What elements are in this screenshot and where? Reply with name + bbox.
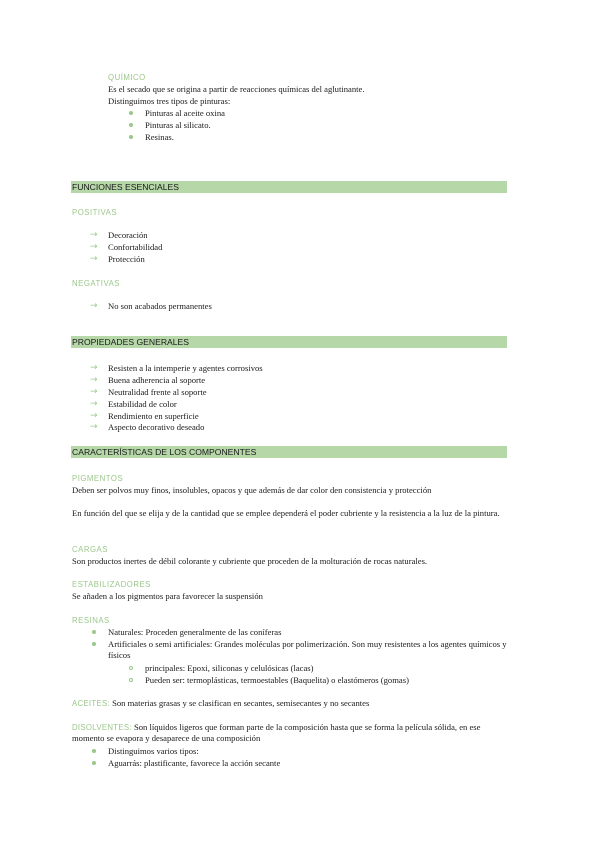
positivas-item: Confortabilidad: [108, 242, 163, 252]
quimico-item: Pinturas al silicato.: [145, 120, 211, 130]
propiedades-item: Buena adherencia al soporte: [108, 375, 206, 385]
pigmentos-heading: PIGMENTOS: [72, 474, 124, 483]
negativas-heading: NEGATIVAS: [72, 279, 120, 288]
section-title: FUNCIONES ESENCIALES: [72, 182, 179, 192]
arrow-right-icon: →: [90, 254, 98, 264]
propiedades-item: Aspecto decorativo deseado: [108, 422, 205, 432]
arrow-right-icon: →: [90, 387, 98, 397]
section-title: PROPIEDADES GENERALES: [72, 337, 190, 347]
resinas-item: Artificiales o semi artificiales: Grandes moléculas por polimerización. Son muy resistentes a los agentes químicos y físicos: [108, 639, 507, 660]
bullet-icon: [92, 642, 96, 646]
propiedades-item: Estabilidad de color: [108, 399, 177, 409]
quimico-line2: Distinguimos tres tipos de pinturas:: [108, 96, 231, 106]
disolventes-text: Son líquidos ligeros que forman parte de la composición hasta que se forma la película sólida, en ese momento se evapora y desaparece de una composición: [72, 722, 481, 743]
quimico-line1: Es el secado que se origina a partir de reacciones químicas del aglutinante.: [108, 84, 365, 94]
section-band-propiedades: [71, 336, 507, 348]
positivas-heading: POSITIVAS: [72, 208, 118, 217]
disolventes-item: Aguarrás: plastificante, favorece la acción secante: [108, 758, 281, 768]
arrow-right-icon: →: [90, 422, 98, 432]
arrow-right-icon: →: [90, 301, 98, 311]
quimico-item: Resinas.: [145, 132, 174, 142]
resinas-subitem: Pueden ser: termoplásticas, termoestables (Baquelita) o elastómeros (gomas): [145, 675, 409, 685]
estabilizadores-paragraph: Se añaden a los pigmentos para favorecer la suspensión: [72, 591, 263, 601]
bullet-icon: [129, 123, 133, 127]
estabilizadores-heading: ESTABILIZADORES: [72, 580, 151, 589]
aceites-text: Son materias grasas y se clasifican en secantes, semisecantes y no secantes: [112, 698, 370, 708]
section-band-funciones: [71, 181, 507, 193]
pigmentos-paragraph: Deben ser polvos muy finos, insolubles, opacos y que además de dar color den consistencia y protección: [72, 485, 432, 495]
resinas-subitem: principales: Epoxi, siliconas y celulósicas (lacas): [145, 663, 314, 673]
disolventes-paragraph: [72, 722, 512, 744]
circle-bullet-icon: [129, 678, 133, 682]
resinas-heading: RESINAS: [72, 616, 110, 625]
aceites-paragraph: [72, 698, 369, 709]
disolventes-item: Distinguimos varios tipos:: [108, 746, 199, 756]
positivas-item: Decoración: [108, 230, 148, 240]
arrow-right-icon: →: [90, 363, 98, 373]
cargas-paragraph: Son productos inertes de débil colorante y cubriente que proceden de la molturación de rocas naturales.: [72, 556, 428, 566]
bullet-icon: [92, 761, 96, 765]
resinas-item: Naturales: Proceden generalmente de las coníferas: [108, 627, 282, 637]
propiedades-item: Resisten a la intemperie y agentes corrosivos: [108, 363, 263, 373]
propiedades-item: Neutralidad frente al soporte: [108, 387, 207, 397]
bullet-icon: [129, 111, 133, 115]
pigmentos-paragraph: En función del que se elija y de la cantidad que se emplee dependerá el poder cubriente y la resistencia a la luz de la pintura.: [72, 508, 500, 518]
negativas-item: No son acabados permanentes: [108, 301, 212, 311]
quimico-heading: QUÍMICO: [108, 73, 146, 82]
arrow-right-icon: →: [90, 411, 98, 421]
arrow-right-icon: →: [90, 242, 98, 252]
disolventes-heading: DISOLVENTES:: [72, 723, 132, 732]
section-band-componentes: [71, 446, 507, 458]
arrow-right-icon: →: [90, 230, 98, 240]
propiedades-item: Rendimiento en superficie: [108, 411, 199, 421]
quimico-item: Pinturas al aceite oxina: [145, 108, 225, 118]
arrow-right-icon: →: [90, 399, 98, 409]
cargas-heading: CARGAS: [72, 545, 108, 554]
bullet-icon: [92, 630, 96, 634]
circle-bullet-icon: [129, 666, 133, 670]
arrow-right-icon: →: [90, 375, 98, 385]
aceites-heading: ACEITES:: [72, 699, 110, 708]
bullet-icon: [92, 749, 96, 753]
positivas-item: Protección: [108, 254, 145, 264]
bullet-icon: [129, 135, 133, 139]
section-title: CARACTERÍSTICAS DE LOS COMPONENTES: [72, 447, 257, 457]
